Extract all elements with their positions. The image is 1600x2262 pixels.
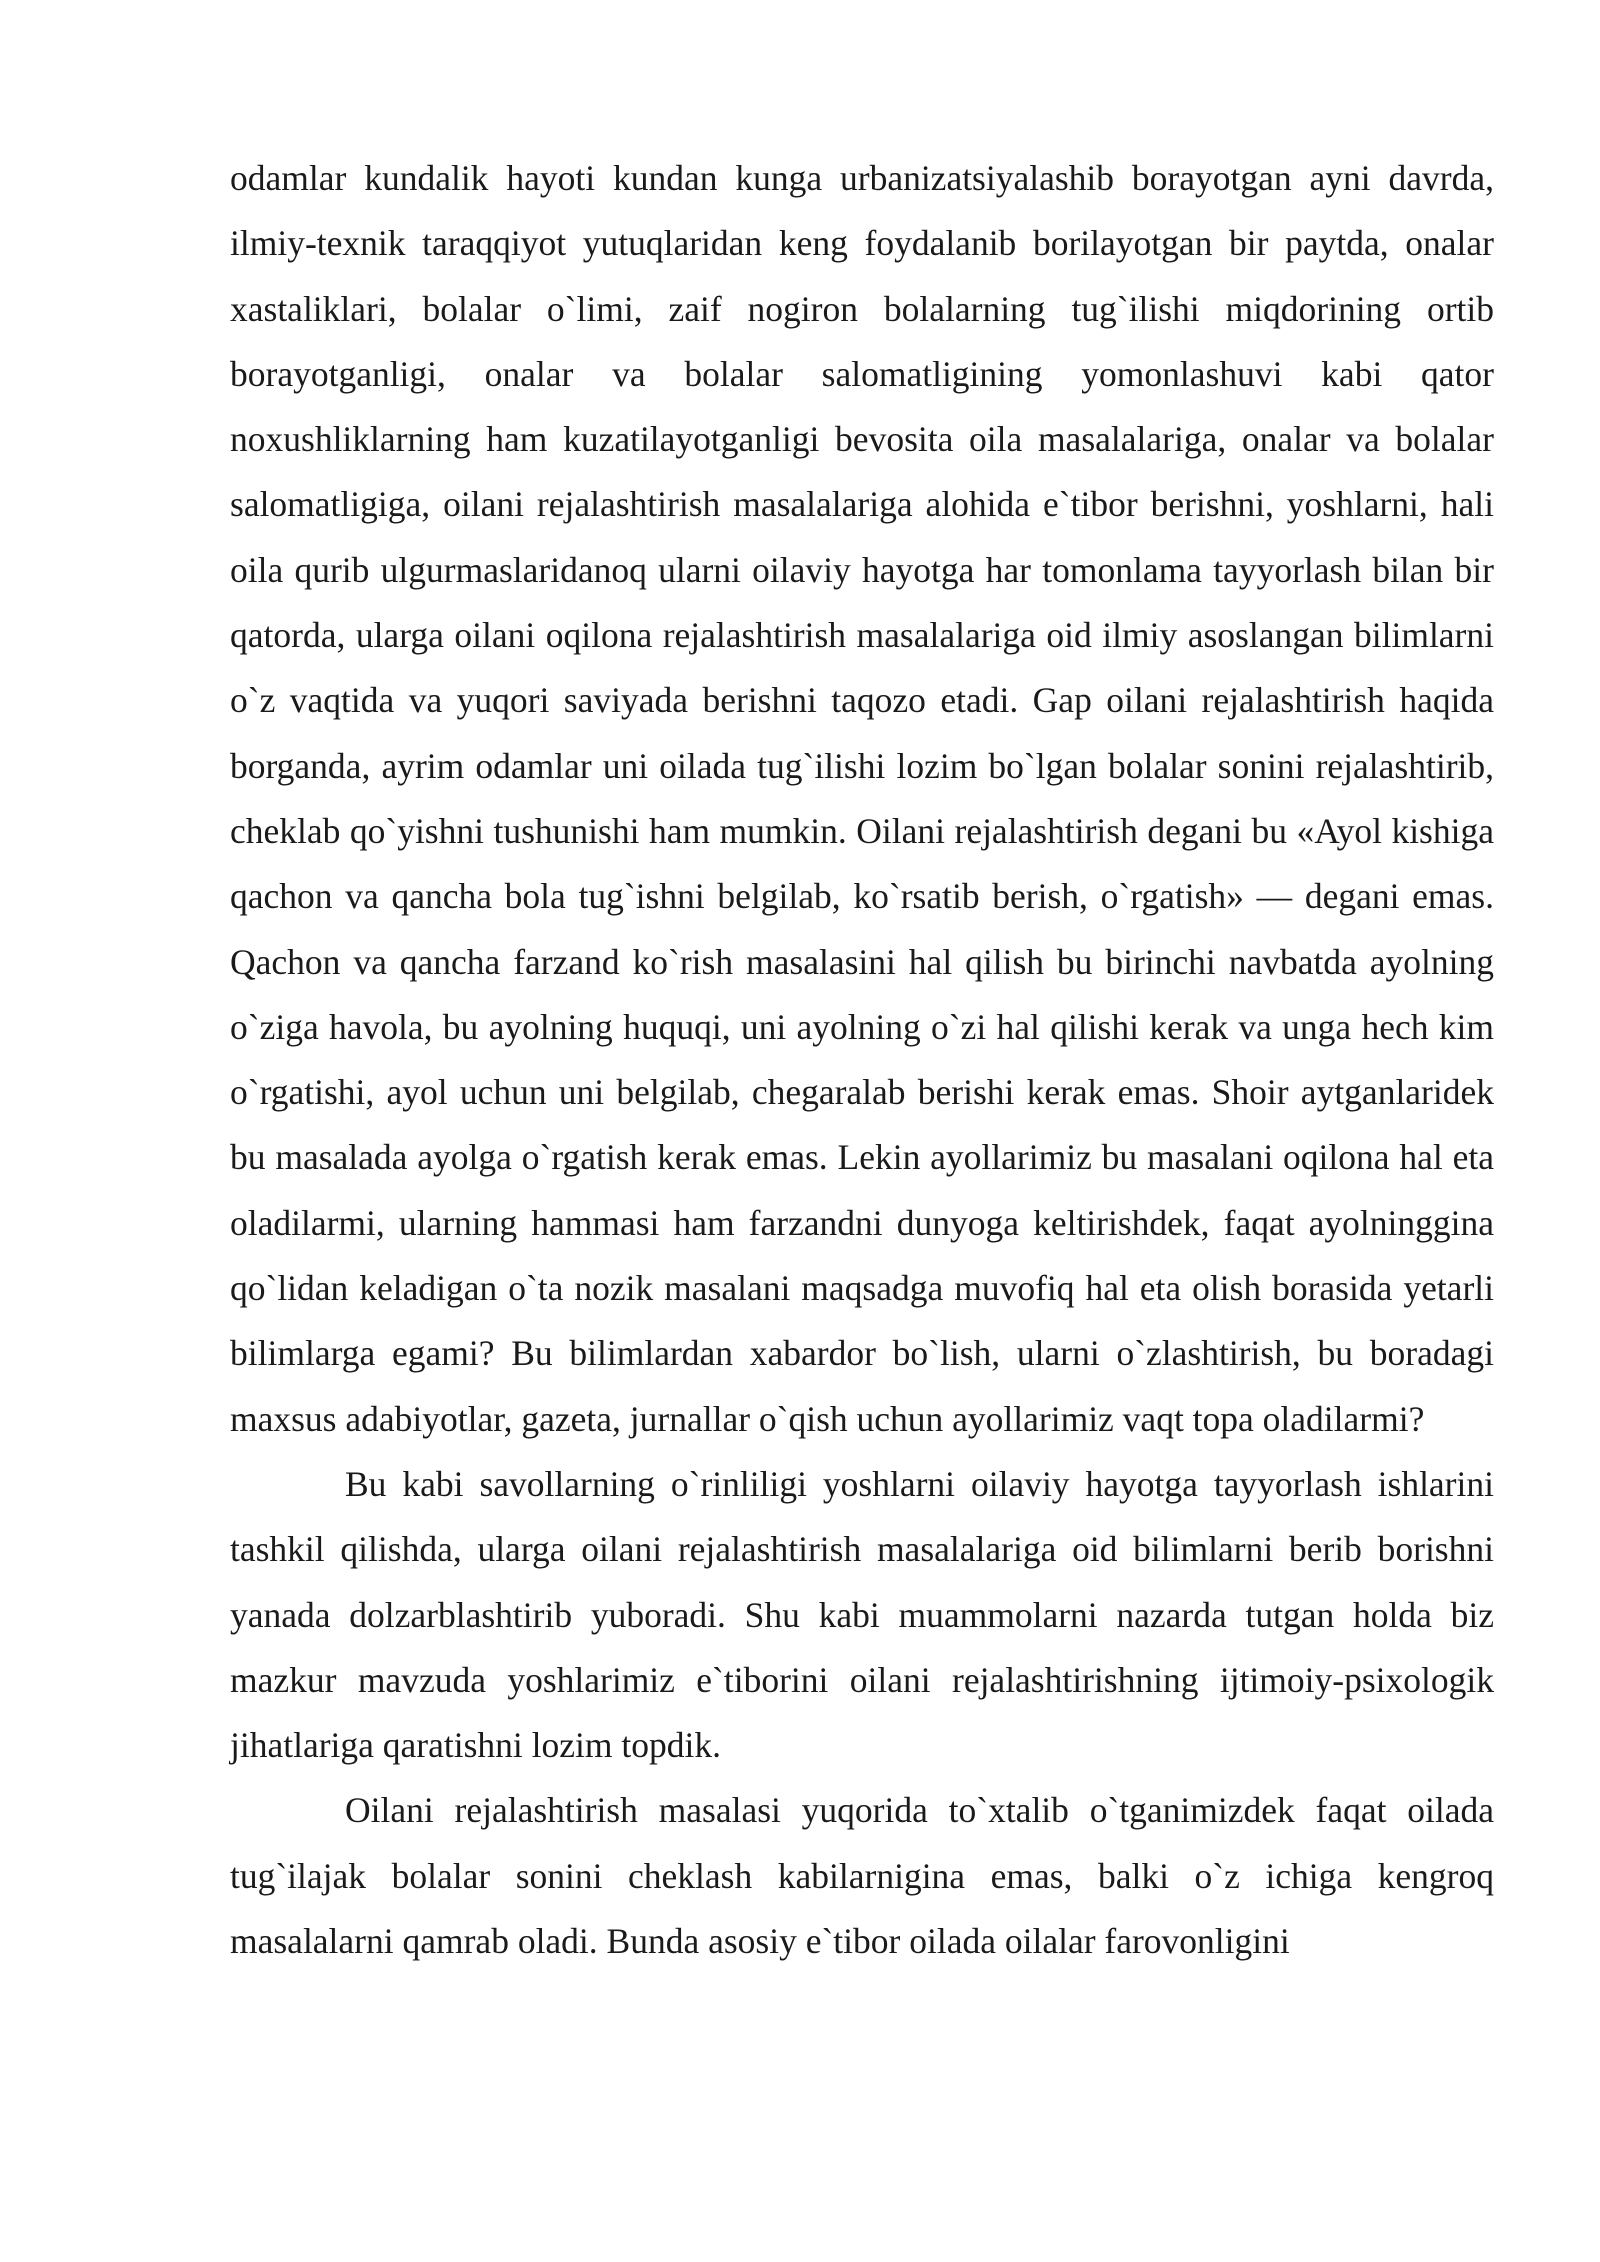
paragraph-family-planning: Oilani rejalashtirish masalasi yuqorida to`xtalib o`tganimizdek faqat oilada tug`ilajak bolalar sonini cheklash kabilarnigina emas, balki o`z ichiga kengroq masalalarni qamrab oladi. Bunda asosiy e`tibor oilada oilalar farovonligini <box>230 1790 1494 1962</box>
paragraph-continued: odamlar kundalik hayoti kundan kunga urbanizatsiyalashib borayotgan ayni davrda, ilmiy-texnik taraqqiyot yutuqlaridan keng foydalanib borilayotgan bir paytda, onalar xastaliklari, bolalar o`limi, zaif nogiron bolalarning tug`ilishi miqdorining ortib borayotganligi, onalar va bolalar salomatligining yomonlashuvi kabi qator noxushliklarning ham kuzatilayotganligi bevosita oila masalalariga, onalar va bolalar salomatligiga, oilani rejalashtirish masalalariga alohida e`tibor berishni, yoshlarni, hali oila qurib ulgurmaslaridanoq ularni oilaviy hayotga har tomonlama tayyorlash bilan bir qatorda, ularga oilani oqilona rejalashtirish masalalariga oid ilmiy asoslangan bilimlarni o`z vaqtida va yuqori saviyada berishni taqozo etadi. Gap oilani rejalashtirish haqida borganda, ayrim odamlar uni oilada tug`ilishi lozim bo`lgan bolalar sonini rejalashtirib, cheklab qo`yishni tushunishi ham mumkin. Oilani rejalashtirish degani bu «Ayol kishiga qachon va qancha bola tug`ishni belgilab, ko`rsatib berish, o`rgatish» — degani emas. Qachon va qancha farzand ko`rish masalasini hal qilish bu birinchi navbatda ayolning o`ziga havola, bu ayolning huquqi, uni ayolning o`zi hal qilishi kerak va unga hech kim o`rgatishi, ayol uchun uni belgilab, chegaralab berishi kerak emas. Shoir aytganlaridek bu masalada ayolga o`rgatish kerak emas. Lekin ayollarimiz bu masalani oqilona hal eta oladilarmi, ularning hammasi ham farzandni dunyoga keltirishdek, faqat ayolninggina qo`lidan keladigan o`ta nozik masalani maqsadga muvofiq hal eta olish borasida yetarli bilimlarga egami? Bu bilimlardan xabardor bo`lish, ularni o`zlashtirish, bu boradagi maxsus adabiyotlar, gazeta, jurnallar o`qish uchun ayollarimiz vaqt topa oladilarmi? <box>230 158 1494 1439</box>
body-text <box>230 146 1494 1974</box>
paragraph-questions: Bu kabi savollarning o`rinliligi yoshlarni oilaviy hayotga tayyorlash ishlarini tashkil qilishda, ularga oilani rejalashtirish masalalariga oid bilimlarni berib borishni yanada dolzarblashtirib yuboradi. Shu kabi muammolarni nazarda tutgan holda biz mazkur mavzuda yoshlarimiz e`tiborini oilani rejalashtirishning ijtimoiy-psixologik jihatlariga qaratishni lozim topdik. <box>230 1463 1494 1766</box>
